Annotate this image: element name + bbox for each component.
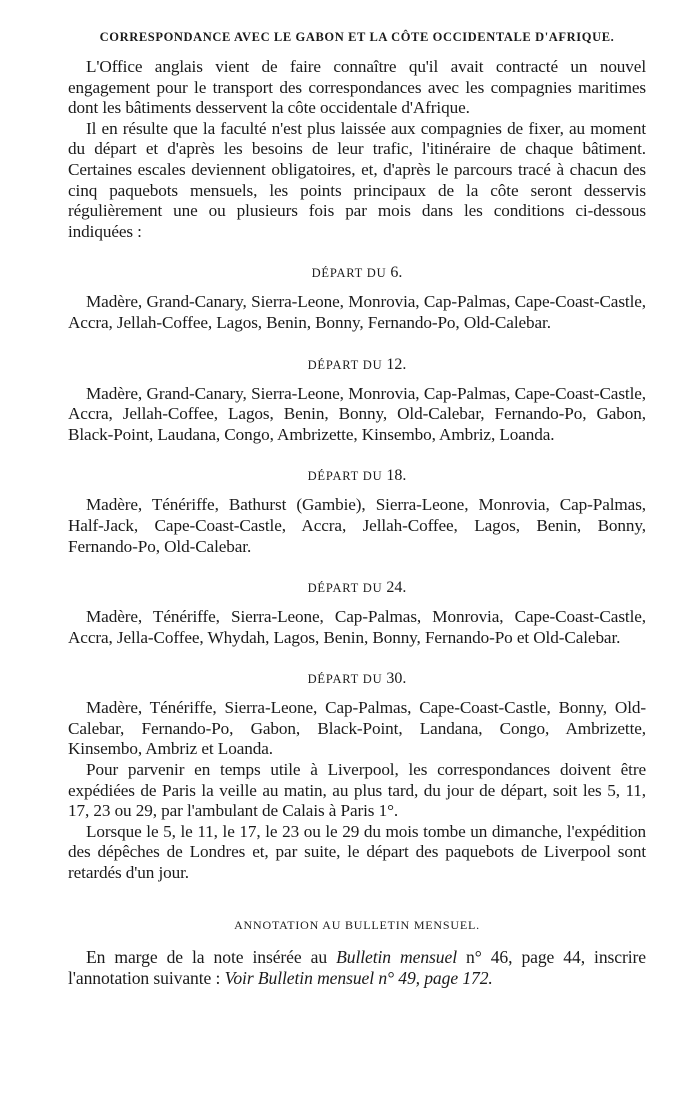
closing-paragraph: Pour parvenir en temps utile à Liverpool, les correspondances doivent être expédiées de Paris la veille au matin, au plus tard, du jour de départ, soit les 5, 11, 17, 23 ou 29, par l'ambulant de Calais à Paris 1°.	[68, 760, 646, 821]
departure-route: Madère, Ténériffe, Sierra-Leone, Cap-Palmas, Cape-Coast-Castle, Bonny, Old-Calebar, Fernando-Po, Gabon, Black-Point, Landana, Congo, Ambrizette, Kinsembo, Ambriz et Loanda.	[68, 698, 646, 759]
annotation-text: n° 46, page 44, inscrire l'annotation suivante :	[68, 946, 646, 988]
departure-label: DÉPART DU	[307, 469, 383, 484]
annotation-text: En marge de la note insérée au	[86, 946, 337, 967]
departure-day: 12.	[386, 355, 407, 373]
departure-heading	[68, 467, 646, 485]
departure-route: Madère, Ténériffe, Sierra-Leone, Cap-Palmas, Monrovia, Cape-Coast-Castle, Accra, Jella-Coffee, Whydah, Lagos, Benin, Bonny, Fernando-Po et Old-Calebar.	[68, 607, 646, 647]
departure-section	[68, 356, 646, 446]
departure-route: Madère, Grand-Canary, Sierra-Leone, Monrovia, Cap-Palmas, Cape-Coast-Castle, Accra, Jellah-Coffee, Lagos, Benin, Bonny, Fernando-Po, Old-Calebar.	[68, 292, 646, 332]
annotation-paragraph	[68, 947, 646, 989]
departure-section	[68, 467, 646, 557]
closing-paragraph: Lorsque le 5, le 11, le 17, le 23 ou le 29 du mois tombe un dimanche, l'expédition des dépêches de Londres et, par suite, le départ des paquebots de Liverpool sont retardés d'un jour.	[68, 821, 646, 883]
departure-label: DÉPART DU	[311, 266, 387, 281]
annotation-heading: ANNOTATION AU BULLETIN MENSUEL.	[234, 917, 480, 932]
departure-heading	[68, 579, 646, 597]
departure-day: 18.	[386, 467, 407, 485]
departure-section	[68, 670, 646, 760]
departure-label: DÉPART DU	[307, 581, 383, 596]
departure-heading	[68, 264, 646, 282]
departure-label: DÉPART DU	[307, 357, 383, 372]
departure-day: 30.	[386, 670, 407, 688]
annotation-cross-ref: Voir Bulletin mensuel n° 49, page 172.	[224, 967, 493, 988]
departure-route: Madère, Grand-Canary, Sierra-Leone, Monrovia, Cap-Palmas, Cape-Coast-Castle, Accra, Jellah-Coffee, Lagos, Benin, Bonny, Old-Calebar, Fernando-Po, Gabon, Black-Point, Laudana, Congo, Ambrizette, Kinsembo, Ambriz, Loanda.	[68, 383, 646, 444]
document-page	[68, 30, 646, 989]
departure-day: 24.	[386, 579, 407, 597]
document-title: CORRESPONDANCE AVEC LE GABON ET LA CÔTE OCCIDENTALE D'AFRIQUE.	[99, 30, 615, 44]
departure-heading	[68, 356, 646, 374]
departure-day: 6.	[390, 264, 403, 282]
annotation-bulletin-ref: Bulletin mensuel	[336, 946, 457, 967]
departure-route: Madère, Ténériffe, Bathurst (Gambie), Sierra-Leone, Monrovia, Cap-Palmas, Half-Jack, Cape-Coast-Castle, Accra, Jellah-Coffee, Lagos, Benin, Bonny, Fernando-Po, Old-Calebar.	[68, 495, 646, 556]
departure-section	[68, 579, 646, 648]
departure-heading	[68, 670, 646, 688]
departure-section	[68, 264, 646, 333]
intro-paragraph: L'Office anglais vient de faire connaître qu'il avait contracté un nouvel engagement pour le transport des correspondances avec les compagnies maritimes dont les bâtiments desservent la côte occidentale d'Afrique.	[68, 57, 646, 118]
departure-label: DÉPART DU	[307, 672, 383, 687]
intro-paragraph: Il en résulte que la faculté n'est plus laissée aux compagnies de fixer, au moment du départ et d'après les besoins de leur trafic, l'itinéraire de chaque bâtiment. Certaines escales deviennent obligatoires, et, d'après le parcours tracé à chacun des cinq paquebots mensuels, les points principaux de la côte seront desservis régulièrement une ou plusieurs fois par mois dans les conditions ci-dessous indiquées :	[68, 118, 646, 241]
